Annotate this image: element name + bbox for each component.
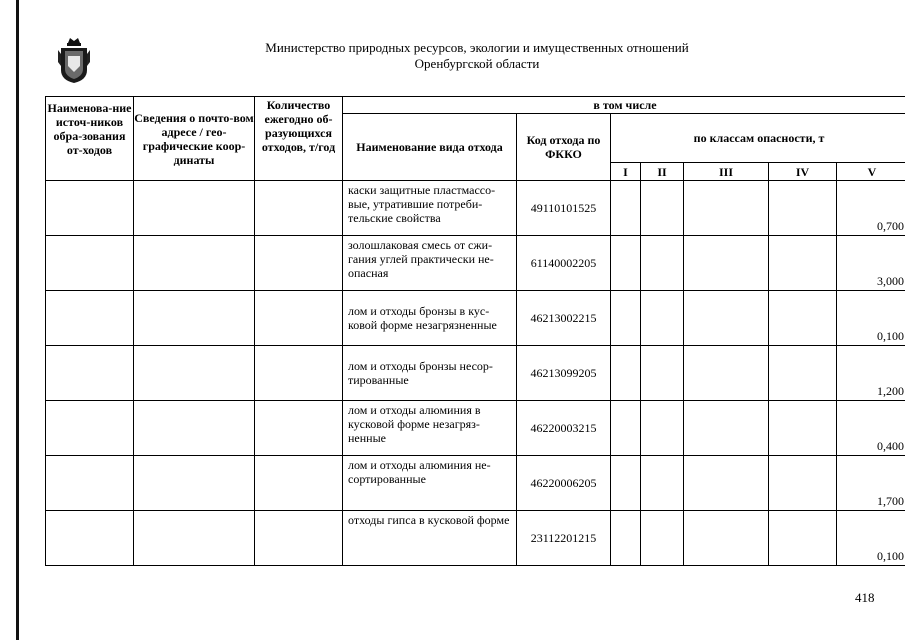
ministry-header [180,40,774,72]
waste-name-cell: лом и отходы бронзы в кус-ковой форме незагрязненные [343,291,517,346]
table-row [46,181,905,236]
header-hazard-classes: по классам опасности, т [611,114,905,163]
source-cell [46,181,134,236]
class-5-value-cell: 0,700 [837,181,905,236]
fkko-code-cell: 46220006205 [517,456,611,511]
header-class-2: II [641,163,684,181]
waste-name-cell: лом и отходы алюминия в кусковой форме незагряз-ненные [343,401,517,456]
source-cell [46,456,134,511]
page-number: 418 [855,590,875,605]
table-row [46,346,905,401]
fkko-code-cell: 49110101525 [517,181,611,236]
fkko-code-cell: 46220003215 [517,401,611,456]
header-source: Наименова-ние источ-ников обра-зования от-ходов [46,97,134,181]
address-cell [134,181,255,236]
class-5-value-cell: 0,100 [837,291,905,346]
header-class-3: III [684,163,769,181]
waste-name-cell: лом и отходы алюминия не-сортированные [343,456,517,511]
fkko-code-cell: 46213099205 [517,346,611,401]
address-cell [134,511,255,566]
scan-edge-bar [16,0,19,640]
header-class-5: V [837,163,905,181]
orenburg-coat-of-arms-icon [56,36,92,84]
class-5-value-cell: 0,400 [837,401,905,456]
amount-cell [255,236,343,291]
source-cell [46,236,134,291]
address-cell [134,236,255,291]
fkko-code-cell: 46213002215 [517,291,611,346]
table-row [46,236,905,291]
waste-name-cell: каски защитные пластмассо-вые, утратившие потреби-тельские свойства [343,181,517,236]
address-cell [134,456,255,511]
fkko-code-cell: 23112201215 [517,511,611,566]
amount-cell [255,346,343,401]
source-cell [46,511,134,566]
amount-cell [255,291,343,346]
class-5-value-cell: 1,200 [837,346,905,401]
class-5-value-cell: 0,100 [837,511,905,566]
header-fkko-code: Код отхода по ФККО [517,114,611,181]
header-including: в том числе [343,97,905,114]
table-row [46,401,905,456]
waste-name-cell: отходы гипса в кусковой форме [343,511,517,566]
header-class-4: IV [769,163,837,181]
class-5-value-cell: 1,700 [837,456,905,511]
header-amount: Количество ежегодно об-разующихся отходов, т/год [255,97,343,181]
fkko-code-cell: 61140002205 [517,236,611,291]
address-cell [134,346,255,401]
header-address: Сведения о почто-вом адресе / гео-графические коор-динаты [134,97,255,181]
class-5-value-cell: 3,000 [837,236,905,291]
table-row [46,511,905,566]
ministry-line-1: Министерство природных ресурсов, экологии и имущественных отношений [265,40,689,55]
table-row [46,456,905,511]
amount-cell [255,401,343,456]
source-cell [46,401,134,456]
ministry-line-2: Оренбургской области [414,56,540,71]
amount-cell [255,511,343,566]
waste-table [45,96,905,566]
header-class-1: I [611,163,641,181]
amount-cell [255,456,343,511]
waste-name-cell: лом и отходы бронзы несор-тированные [343,346,517,401]
source-cell [46,291,134,346]
amount-cell [255,181,343,236]
source-cell [46,346,134,401]
waste-name-cell: золошлаковая смесь от сжи-гания углей практически не-опасная [343,236,517,291]
address-cell [134,401,255,456]
table-row [46,291,905,346]
header-waste-name: Наименование вида отхода [343,114,517,181]
address-cell [134,291,255,346]
